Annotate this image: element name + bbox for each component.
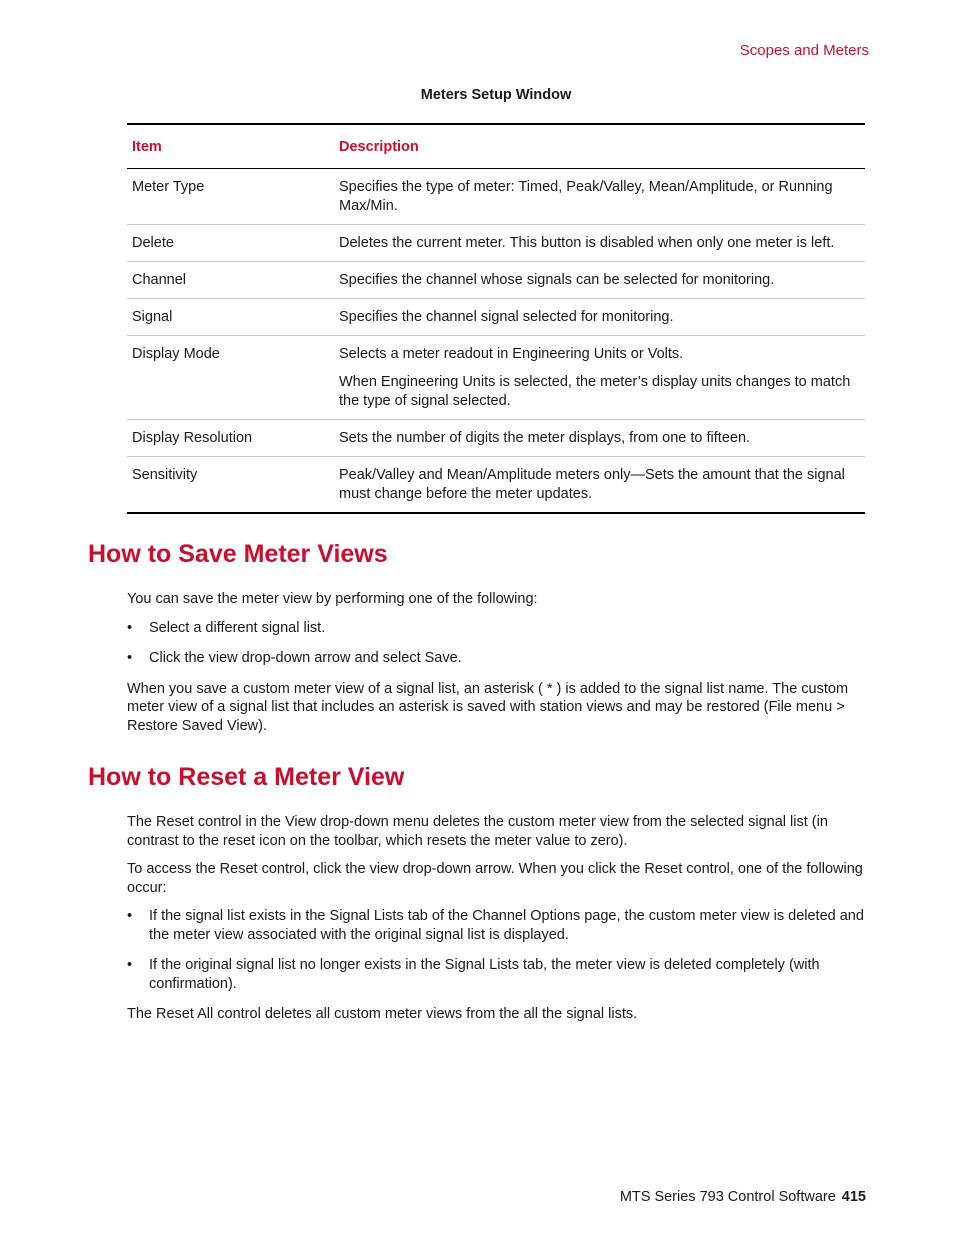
table-row bbox=[127, 225, 865, 262]
list-item bbox=[127, 649, 867, 668]
list-item-text: If the signal list exists in the Signal Lists tab of the Channel Options page, the custom meter view is deleted and the meter view associated with the original signal list is displayed. bbox=[149, 908, 864, 943]
description-text: Specifies the channel signal selected for monitoring. bbox=[339, 309, 674, 325]
description-cell bbox=[334, 457, 865, 514]
description-cell bbox=[334, 420, 865, 457]
bullet-icon: • bbox=[127, 908, 133, 924]
save-intro: You can save the meter view by performing one of the following: bbox=[127, 591, 538, 607]
description-cell bbox=[334, 336, 865, 420]
item-cell: Signal bbox=[127, 299, 334, 336]
item-cell: Display Resolution bbox=[127, 420, 334, 457]
reset-bullet-list bbox=[127, 907, 867, 993]
item-cell: Sensitivity bbox=[127, 457, 334, 514]
description-cell bbox=[334, 169, 865, 225]
description-text: Deletes the current meter. This button is disabled when only one meter is left. bbox=[339, 235, 835, 251]
reset-section-body bbox=[127, 813, 867, 1034]
page-number: 415 bbox=[841, 1189, 866, 1205]
table-row bbox=[127, 262, 865, 299]
section-heading-save: How to Save Meter Views bbox=[88, 540, 388, 568]
reset-para-2: To access the Reset control, click the view drop-down arrow. When you click the Reset control, one of the following occur: bbox=[127, 861, 863, 896]
table-title: Meters Setup Window bbox=[420, 87, 572, 103]
description-text: Selects a meter readout in Engineering Units or Volts. bbox=[339, 346, 684, 362]
bullet-icon: • bbox=[127, 619, 133, 636]
list-item-text: Click the view drop-down arrow and select Save. bbox=[149, 650, 462, 666]
reset-closing: The Reset All control deletes all custom meter views from the all the signal lists. bbox=[127, 1006, 638, 1022]
description-text: When Engineering Units is selected, the meter’s display units changes to match the type of signal selected. bbox=[339, 374, 851, 409]
bullet-icon: • bbox=[127, 650, 133, 666]
description-text: Peak/Valley and Mean/Amplitude meters only—Sets the amount that the signal must change before the meter updates. bbox=[339, 467, 845, 502]
running-header: Scopes and Meters bbox=[739, 42, 869, 59]
bullet-icon: • bbox=[127, 957, 133, 973]
table-header-row bbox=[127, 124, 865, 169]
list-item bbox=[127, 619, 867, 638]
table-row bbox=[127, 169, 865, 225]
item-cell: Delete bbox=[127, 225, 334, 262]
table-row bbox=[127, 299, 865, 336]
table-row bbox=[127, 336, 865, 420]
description-cell bbox=[334, 299, 865, 336]
list-item-text: Select a different signal list. bbox=[149, 619, 326, 636]
description-cell bbox=[334, 262, 865, 299]
column-header-description: Description bbox=[334, 124, 865, 169]
list-item bbox=[127, 907, 867, 944]
description-text: Specifies the type of meter: Timed, Peak/Valley, Mean/Amplitude, or Running Max/Min. bbox=[339, 179, 833, 214]
item-cell: Channel bbox=[127, 262, 334, 299]
list-item bbox=[127, 956, 867, 993]
meters-setup-table bbox=[127, 123, 865, 514]
description-text: Specifies the channel whose signals can be selected for monitoring. bbox=[339, 272, 775, 288]
list-item-text: If the original signal list no longer exists in the Signal Lists tab, the meter view is deleted completely (with confirmation). bbox=[149, 957, 820, 992]
reset-para-1: The Reset control in the View drop-down menu deletes the custom meter view from the selected signal list (in contrast to the reset icon on the toolbar, which resets the meter value to zero). bbox=[127, 814, 828, 849]
save-closing: When you save a custom meter view of a signal list, an asterisk ( * ) is added to the signal list name. The custom meter view of a signal list that includes an asterisk is saved with station views and may be restored (File menu > Restore Saved View). bbox=[127, 680, 849, 734]
description-text: Sets the number of digits the meter displays, from one to fifteen. bbox=[339, 430, 751, 446]
section-heading-reset: How to Reset a Meter View bbox=[88, 763, 405, 791]
save-section-body bbox=[127, 590, 867, 745]
column-header-item: Item bbox=[127, 124, 334, 169]
table-row bbox=[127, 457, 865, 514]
table-row bbox=[127, 420, 865, 457]
item-cell: Meter Type bbox=[127, 169, 334, 225]
footer-product: MTS Series 793 Control Software bbox=[619, 1189, 836, 1205]
description-cell bbox=[334, 225, 865, 262]
page-footer bbox=[620, 1189, 866, 1205]
save-bullet-list bbox=[127, 619, 867, 668]
item-cell: Display Mode bbox=[127, 336, 334, 420]
